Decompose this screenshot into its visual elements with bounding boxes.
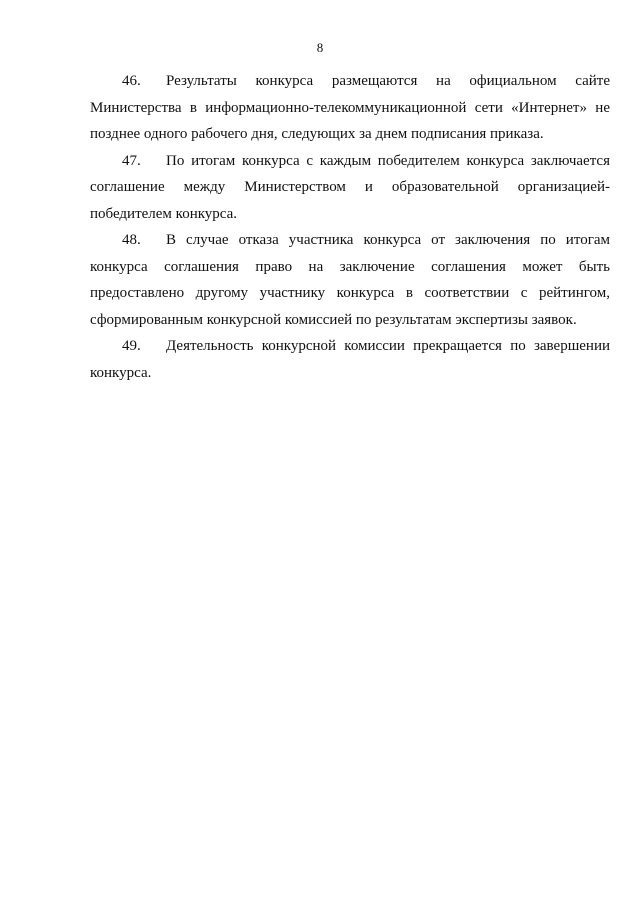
paragraph-text: По итогам конкурса с каждым победителем конкурса заключается соглашение между Министерством и образовательной организацией-победителем конкурса.	[90, 152, 610, 222]
paragraph-46	[90, 68, 610, 148]
paragraph-47	[90, 148, 610, 228]
paragraph-text: Результаты конкурса размещаются на официальном сайте Министерства в информационно-телекоммуникационной сети «Интернет» не позднее одного рабочего дня, следующих за днем подписания приказа.	[90, 73, 610, 142]
paragraph-number: 46.	[122, 73, 141, 89]
paragraph-49	[90, 333, 610, 386]
paragraph-number: 47.	[122, 152, 141, 169]
document-body	[90, 68, 610, 386]
page-number: 8	[316, 40, 324, 55]
paragraph-text: В случае отказа участника конкурса от заключения по итогам конкурса соглашения право на заключение соглашения может быть предоставлено другому участнику конкурса в соответствии с рейтингом, сформированным конкурсной комиссией по результатам экспертизы заявок.	[90, 232, 610, 328]
paragraph-number: 49.	[122, 338, 141, 354]
paragraph-text: Деятельность конкурсной комиссии прекращается по завершении конкурса.	[90, 338, 610, 381]
paragraph-48	[90, 227, 610, 333]
paragraph-number: 48.	[122, 232, 141, 248]
